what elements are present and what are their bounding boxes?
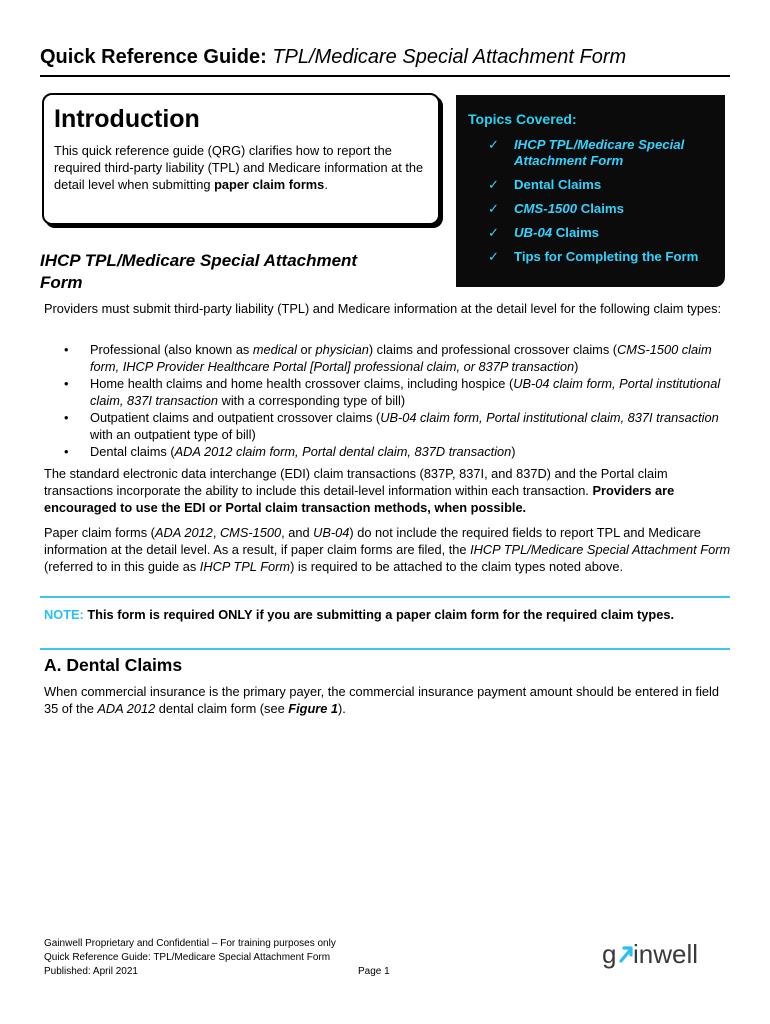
claim-types-list bbox=[44, 341, 724, 460]
gainwell-arrow-icon bbox=[621, 948, 631, 961]
checkmark-icon: ✓ bbox=[488, 249, 500, 264]
gainwell-logo-svg bbox=[602, 934, 722, 974]
topic-item[interactable]: ✓ Dental Claims bbox=[488, 177, 602, 192]
list-item: • Professional (also known as medical or physician) claims and professional crossover claims (CMS-1500 claim form, IHCP Provider Healthcare Portal [Portal] professional claim, or 837P transaction) bbox=[44, 341, 724, 375]
section-title-attachment-form: IHCP TPL/Medicare Special Attachment Form bbox=[40, 251, 358, 292]
note-text: This form is required ONLY if you are submitting a paper claim form for the required claim types. bbox=[83, 607, 675, 622]
note-label: NOTE: bbox=[44, 607, 84, 622]
edi-paragraph: The standard electronic data interchange (EDI) claim transactions (837P, 837I, and 837D) and the Portal claim transactions incorporate the ability to include this detail-level information within each transaction. Providers are encouraged to use the EDI or Portal claim transaction methods, when possible. bbox=[44, 466, 675, 515]
header-title-bold: Quick Reference Guide: bbox=[40, 46, 267, 68]
paper-claims-paragraph: Paper claim forms (ADA 2012, CMS-1500, and UB-04) do not include the required fields to report TPL and Medicare information at the detail level. As a result, if paper claim forms are filed, the IHCP TPL/Medicare Special Attachment Form (referred to in this guide as IHCP TPL Form) is required to be attached to the claim types noted above. bbox=[44, 525, 731, 574]
topics-title: Topics Covered: bbox=[468, 111, 577, 127]
dental-claims-paragraph: When commercial insurance is the primary payer, the commercial insurance payment amount should be entered in field 35 of the ADA 2012 dental claim form (see Figure 1). bbox=[44, 684, 720, 716]
topic-item[interactable]: ✓ Tips for Completing the Form bbox=[488, 249, 699, 264]
checkmark-icon: ✓ bbox=[488, 201, 500, 216]
list-item: • Dental claims (ADA 2012 claim form, Portal dental claim, 837D transaction) bbox=[44, 443, 724, 460]
figure-reference[interactable]: Figure 1 bbox=[288, 701, 339, 716]
topics-list bbox=[488, 137, 718, 273]
section1-intro-paragraph: Providers must submit third-party liability (TPL) and Medicare information at the detail level for the following claim types: bbox=[44, 301, 722, 316]
checkmark-icon: ✓ bbox=[488, 177, 500, 192]
checkmark-icon: ✓ bbox=[488, 137, 500, 152]
footer-confidential: Gainwell Proprietary and Confidential – For training purposes only bbox=[44, 938, 336, 949]
list-item: • Outpatient claims and outpatient crossover claims (UB-04 claim form, Portal institutional claim, 837I transaction with an outpatient type of bill) bbox=[44, 409, 724, 443]
footer-published: Published: April 2021 bbox=[44, 966, 138, 977]
introduction-box bbox=[42, 93, 440, 225]
page-header bbox=[40, 46, 730, 77]
introduction-text: This quick reference guide (QRG) clarifies how to report the required third-party liability (TPL) and Medicare information at the detail level when submitting paper claim forms. bbox=[54, 143, 424, 192]
list-item: • Home health claims and home health crossover claims, including hospice (UB-04 claim form, Portal institutional claim, 837I transaction with a corresponding type of bill) bbox=[44, 375, 724, 409]
page-footer bbox=[44, 937, 404, 979]
checkmark-icon: ✓ bbox=[488, 225, 500, 240]
note-callout bbox=[40, 596, 730, 650]
header-title-italic: TPL/Medicare Special Attachment Form bbox=[272, 46, 627, 68]
gainwell-logo bbox=[602, 934, 722, 974]
footer-guide-title: Quick Reference Guide: TPL/Medicare Special Attachment Form bbox=[44, 952, 331, 963]
topic-item[interactable]: ✓ UB-04 Claims bbox=[488, 225, 600, 240]
page-number: Page 1 bbox=[358, 966, 390, 977]
introduction-title: Introduction bbox=[54, 105, 200, 133]
svg-text:g: g bbox=[602, 939, 617, 969]
topic-item[interactable]: ✓ CMS-1500 Claims bbox=[488, 201, 624, 216]
svg-text:inwell: inwell bbox=[633, 939, 699, 969]
section-title-dental-claims: A. Dental Claims bbox=[44, 655, 183, 675]
topics-covered-box bbox=[456, 95, 725, 287]
topic-item[interactable]: ✓ IHCP TPL/Medicare Special Attachment Form bbox=[488, 137, 685, 168]
